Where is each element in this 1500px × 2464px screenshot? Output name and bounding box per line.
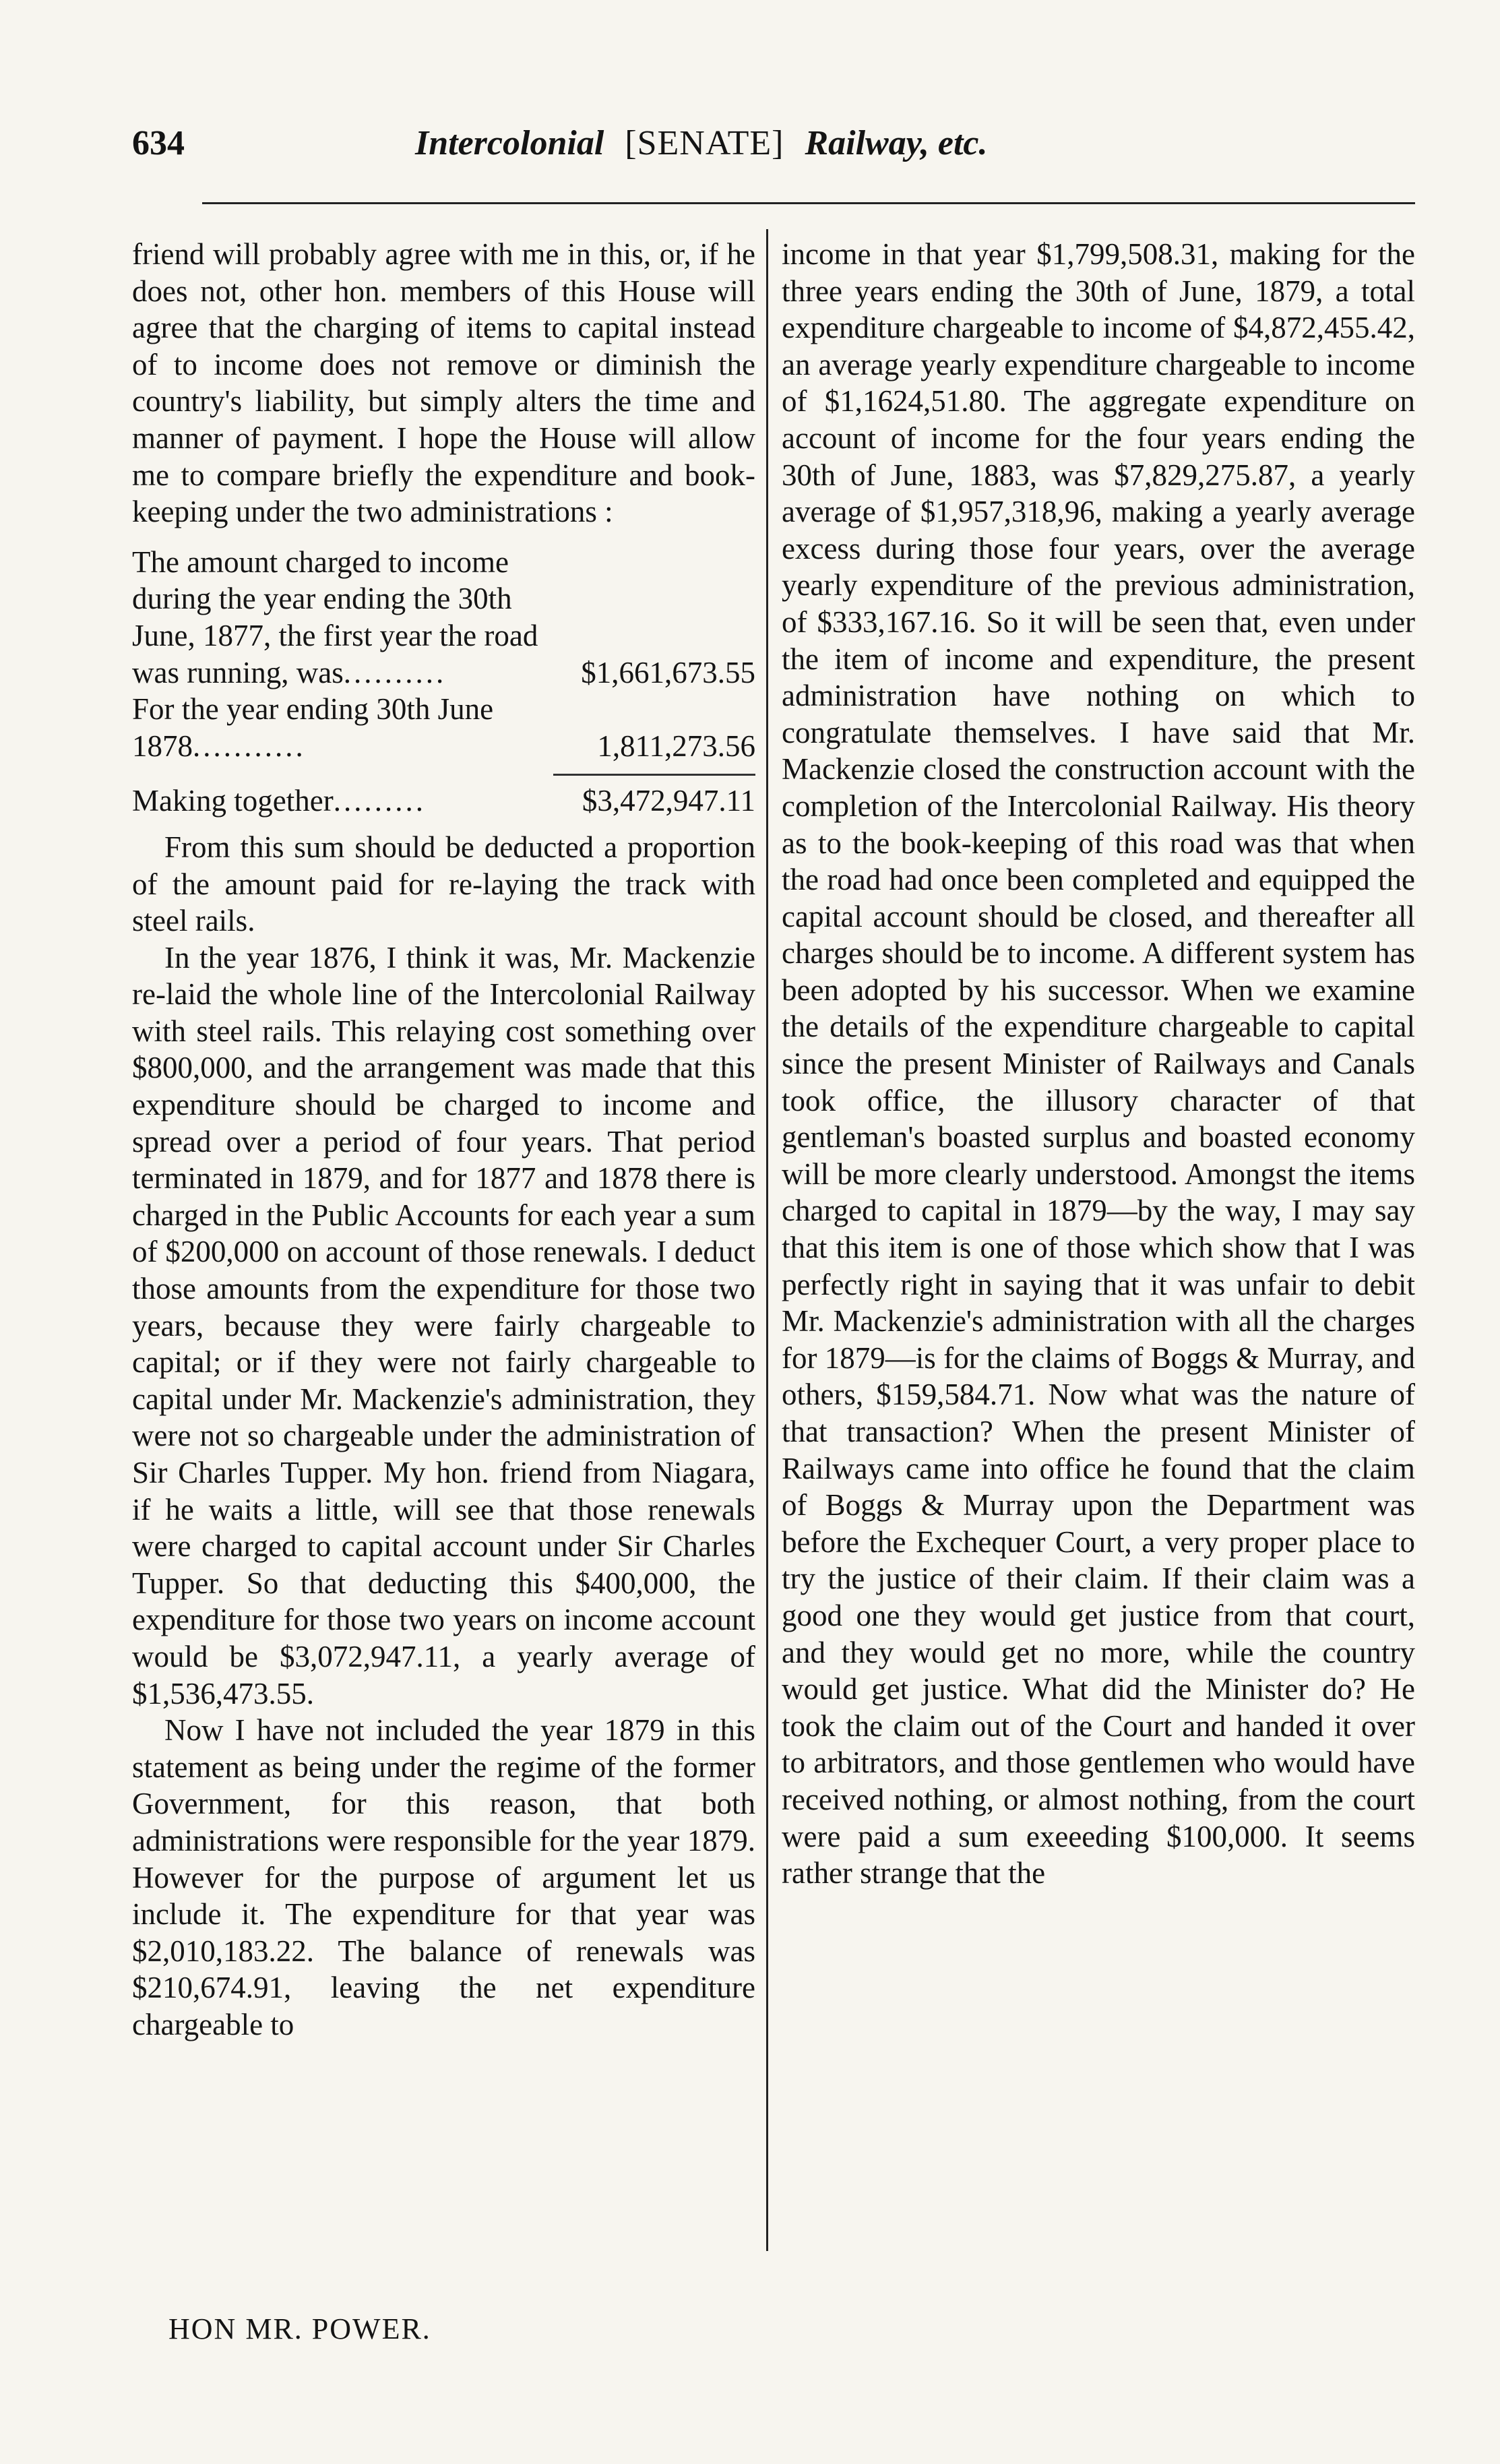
- statement-total-leader: .........: [333, 784, 426, 818]
- left-column: [132, 236, 755, 2043]
- statement-leader-1877: ..........: [343, 655, 447, 689]
- column-divider: [766, 229, 768, 2251]
- statement-total-value: $3,472,947.11: [582, 784, 755, 818]
- left-paragraph-2: From this sum should be deducted a proportion of the amount paid for re-laying the track with steel rails.: [132, 830, 755, 938]
- statement-label-1877: The amount charged to income during the year ending the 30th June, 1877, the first year the road was running, was: [132, 545, 538, 689]
- statement-row-1877: [132, 544, 755, 691]
- running-head-left: Intercolonial: [415, 124, 604, 162]
- left-paragraph-4: Now I have not included the year 1879 in this statement as being under the regime of the former Government, for this reason, that both administrations were responsible for the year 1879. However for the purpose of argument let us include it. The expenditure for that year was $2,010,183.22. The balance of renewals was $210,674.91, leaving the net expenditure chargeable to: [132, 1713, 755, 2041]
- statement-leader-1878: ...........: [193, 729, 306, 763]
- statement-sum-rule: [553, 774, 755, 776]
- left-paragraph-3: In the year 1876, I think it was, Mr. Mackenzie re-laid the whole line of the Intercolonial Railway with steel rails. This relaying cost something over $800,000, and the arrangement was made that this expenditure should be charged to income and spread over a period of four years. That period terminated in 1879, and for 1877 and 1878 there is charged in the Public Accounts for each year a sum of $200,000 on account of those renewals. I deduct those amounts from the expenditure for those two years, because they were fairly chargeable to capital; or if they were not fairly chargeable to capital under Mr. Mackenzie's administration, they were not so chargeable under the administration of Sir Charles Tupper. My hon. friend from Niagara, if he waits a little, will see that those renewals were charged to capital account under Sir Charles Tupper. So that deducting this $400,000, the expenditure for those two years on income account would be $3,072,947.11, a yearly average of $1,536,473.55.: [132, 940, 755, 1711]
- page-number: 634: [132, 124, 185, 162]
- running-head: [415, 113, 987, 174]
- statement-total-label: Making together: [132, 784, 334, 818]
- speaker-footer: HON MR. POWER.: [168, 2312, 431, 2345]
- statement-label-1878: For the year ending 30th June 1878: [132, 692, 494, 763]
- running-head-right: Railway, etc.: [805, 124, 988, 162]
- header-rule: [202, 202, 1415, 204]
- left-paragraph-1: friend will probably agree with me in this, or, if he does not, other hon. members of this House will agree that the charging of items to capital instead of to income does not remove or diminish the country's liability, but simply alters the time and manner of payment. I hope the House will allow me to compare briefly the expenditure and book-keeping under the two administrations :: [132, 237, 755, 529]
- statement-total-row: [132, 782, 755, 820]
- right-column: [782, 236, 1415, 1892]
- right-paragraph-1: income in that year $1,799,508.31, making for the three years ending the 30th of June, 1879, a total expenditure chargeable to income of $4,872,455.42, an average yearly expenditure chargeable to income of $1,1624,51.80. The aggregate expenditure on account of income for the four years ending the 30th of June, 1883, was $7,829,275.87, a yearly average of $1,957,318,96, making a yearly average excess during those four years, over the average yearly expenditure of the previous administration, of $333,167.16. So it will be seen that, even under the item of income and expenditure, the present administration have nothing on which to congratulate themselves. I have said that Mr. Mackenzie closed the construction account with the completion of the Intercolonial Railway. His theory as to the book-keeping of this road was that when the road had once been completed and equipped the capital account should be closed, and thereafter all charges should be to income. A different system has been adopted by his successor. When we examine the details of the expenditure chargeable to capital since the present Minister of Railways and Canals took office, the illusory character of that gentleman's boasted surplus and boasted economy will be more clearly understood. Amongst the items charged to capital in 1879—by the way, I may say that this item is one of those which show that I was perfectly right in saying that it was unfair to debit Mr. Mackenzie's administration with all the charges for 1879—is for the claims of Boggs & Murray, and others, $159,584.71. Now what was the nature of that transaction? When the present Minister of Railways came into office he found that the claim of Boggs & Murray upon the Department was before the Exchequer Court, a very proper place to try the justice of their claim. If their claim was a good one they would get justice from that court, and they would get no more, while the country would get justice. What did the Minister do? He took the claim out of the Court and handed it over to arbitrators, and those gentlemen who would have received nothing, or almost nothing, from the court were paid a sum exeeeding $100,000. It seems rather strange that the: [782, 237, 1415, 1890]
- statement-value-1878: 1,811,273.56: [597, 729, 755, 763]
- statement-row-1878: [132, 691, 755, 764]
- page-header: [132, 113, 1412, 174]
- expenditure-statement: [132, 544, 755, 820]
- statement-value-1877: $1,661,673.55: [581, 655, 755, 689]
- running-head-center: [SENATE]: [625, 124, 784, 162]
